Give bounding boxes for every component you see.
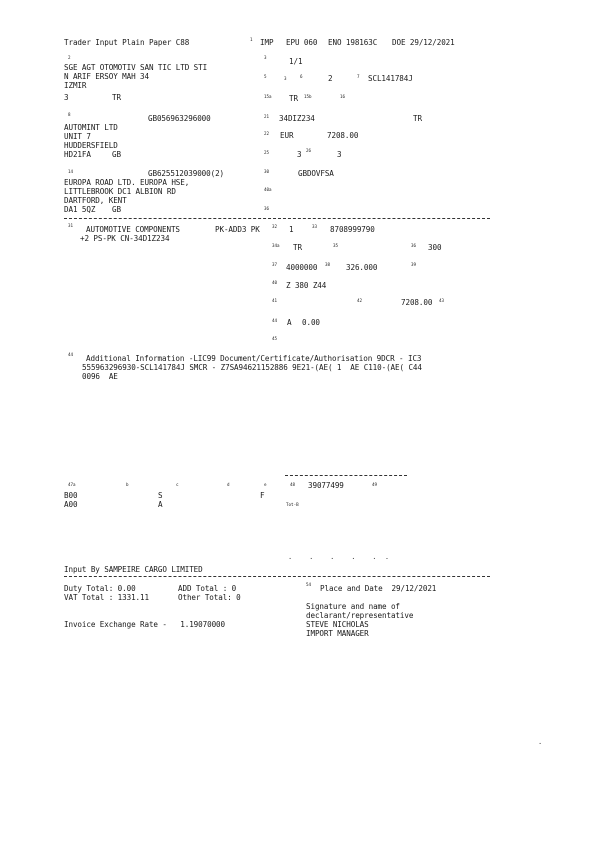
place-and-date: Place and Date 29/12/2021: [320, 584, 437, 593]
declarant-name: EUROPA ROAD LTD. EUROPA HSE,: [64, 178, 190, 187]
box-number: 42: [357, 298, 363, 303]
items-count: 3: [284, 76, 287, 81]
declarant-postcode: DA1 5QZ: [64, 205, 96, 214]
tax-rate: A: [158, 500, 163, 509]
box-number: 22: [264, 131, 270, 136]
packages-kind: PK-ADD3 PK: [215, 225, 260, 234]
packages-total: 2: [328, 74, 333, 83]
section-divider: [64, 218, 490, 219]
transport-mode-border: 3: [297, 150, 302, 159]
additional-information: Additional Information -LIC99 Document/Certificate/Authorisation 9DCR - IC3: [86, 354, 422, 363]
box-number: 45: [272, 336, 278, 341]
box-number: 16: [340, 94, 346, 99]
input-by: Input By SAMPEIRE CARGO LIMITED: [64, 565, 203, 574]
box-number: 43: [439, 298, 445, 303]
box-number: 21: [264, 114, 270, 119]
goods-description: AUTOMOTIVE COMPONENTS: [86, 225, 180, 234]
box-number: 15b: [304, 94, 312, 99]
invoice-exchange-rate: Invoice Exchange Rate - 1.19070000: [64, 620, 225, 629]
transport-nationality: TR: [413, 114, 422, 123]
box-number: 32: [272, 224, 278, 229]
tax-column-header: c: [176, 482, 179, 487]
box-number: 39: [411, 262, 417, 267]
consignor-postcode: 3: [64, 93, 69, 102]
goods-location: GBDOVFSA: [298, 169, 334, 178]
box-number: 25: [264, 150, 270, 155]
origin-country: TR: [293, 243, 302, 252]
net-mass: 326.000: [346, 263, 378, 272]
procedure-imp: IMP: [260, 38, 274, 47]
entry-number: ENO 198163C: [328, 38, 378, 47]
box-number: 6: [300, 74, 303, 79]
box-number: 36: [264, 206, 270, 211]
box-number: 44: [272, 318, 278, 323]
box-number: 44: [68, 352, 74, 357]
date-of-entry: DOE 29/12/2021: [392, 38, 455, 47]
consignee-address: UNIT 7: [64, 132, 91, 141]
box-number: 14: [68, 169, 74, 174]
box-number: 40: [272, 280, 278, 285]
other-total: Other Total: 0: [178, 593, 241, 602]
box-number: 35: [333, 243, 339, 248]
total-label: Tot-B: [286, 502, 299, 507]
page-mark: .: [538, 738, 543, 746]
procedure-code: 4000000: [286, 263, 318, 272]
item-number: 1: [289, 225, 294, 234]
box-number: 34a: [272, 243, 280, 248]
duty-total: Duty Total: 0.00: [64, 584, 136, 593]
box-number: 26: [306, 148, 312, 153]
box-number: 40a: [264, 187, 272, 192]
tax-type: A00: [64, 500, 78, 509]
tax-column-header: b: [126, 482, 129, 487]
box-number: 2: [68, 55, 71, 60]
signature-label: Signature and name of: [306, 602, 400, 611]
invoice-amount: 7208.00: [327, 131, 359, 140]
form-title: Trader Input Plain Paper C88: [64, 38, 190, 47]
reference-number: SCL141784J: [368, 74, 413, 83]
box-number: 7: [357, 74, 360, 79]
box-number: 48: [290, 482, 296, 487]
declarant-city: DARTFORD, KENT: [64, 196, 127, 205]
consignor-name: SGE AGT OTOMOTIV SAN TIC LTD STI: [64, 63, 208, 72]
consignee-postcode: HD21FA: [64, 150, 91, 159]
declarant-eori: GB625512039000(2): [148, 169, 225, 178]
box-number: 36: [411, 243, 417, 248]
tax-column-header: e: [264, 482, 267, 487]
deferred-payment: 39077499: [308, 481, 344, 490]
declarant-address: LITTLEBROOK DC1 ALBION RD: [64, 187, 176, 196]
box-number: 8: [68, 112, 71, 117]
transport-identity: 34DIZ234: [279, 114, 315, 123]
declarant-role: IMPORT MANAGER: [306, 629, 369, 638]
invoice-currency: EUR: [280, 131, 294, 140]
marks-and-numbers: +2 PS-PK CN-34D1Z234: [80, 234, 170, 243]
declarant-person: STEVE NICHOLAS: [306, 620, 369, 629]
separator-dots: . . . . . .: [288, 553, 390, 561]
box-number: 30: [264, 169, 270, 174]
box-number: 5: [264, 74, 267, 79]
tax-column-header: 47a: [68, 482, 76, 487]
item-price: 7208.00: [401, 298, 433, 307]
box-number: 3: [264, 55, 267, 60]
valuation-adjustment: 0.00: [302, 318, 320, 327]
gross-mass: 300: [428, 243, 442, 252]
tax-type: B00: [64, 491, 78, 500]
signature-label-2: declarant/representative: [306, 611, 414, 620]
consignee-name: AUTOMINT LTD: [64, 123, 118, 132]
consignor-city: IZMIR: [64, 81, 87, 90]
consignee-city: HUDDERSFIELD: [64, 141, 118, 150]
declarant-country: GB: [112, 205, 121, 214]
add-total: ADD Total : 0: [178, 584, 237, 593]
tax-column-header: d: [227, 482, 230, 487]
footer-divider: [64, 576, 490, 577]
box-number: 49: [372, 482, 378, 487]
consignor-country: TR: [112, 93, 121, 102]
box-number: 37: [272, 262, 278, 267]
tax-mop: F: [260, 491, 265, 500]
additional-information-line2: 555963296930-SCL141784J SMCR - Z7SA94621152886 9E21-(AE( 1 AE C110-(AE( C44: [82, 363, 422, 372]
consignee-eori: GB056963296000: [148, 114, 211, 123]
tax-divider: [285, 475, 407, 476]
box-number: 33: [312, 224, 318, 229]
consignee-country: GB: [112, 150, 121, 159]
consignor-address: N ARIF ERSOY MAH 34: [64, 72, 149, 81]
box-number: 15a: [264, 94, 272, 99]
box-number: 41: [272, 298, 278, 303]
epu-number: EPU 060: [286, 38, 318, 47]
valuation-method: A: [287, 318, 292, 327]
tax-rate: S: [158, 491, 163, 500]
forms-count: 1/1: [289, 57, 303, 66]
box-number: 31: [68, 223, 74, 228]
vat-total: VAT Total : 1331.11: [64, 593, 149, 602]
dispatch-country: TR: [289, 94, 298, 103]
inland-transport-mode: 3: [337, 150, 342, 159]
commodity-code: 8708999790: [330, 225, 375, 234]
previous-document: Z 380 Z44: [286, 281, 327, 290]
box-number: 54: [306, 582, 312, 587]
additional-information-line3: 0096 AE: [82, 372, 118, 381]
box-number: 38: [325, 262, 331, 267]
box-number: 1: [250, 37, 253, 42]
